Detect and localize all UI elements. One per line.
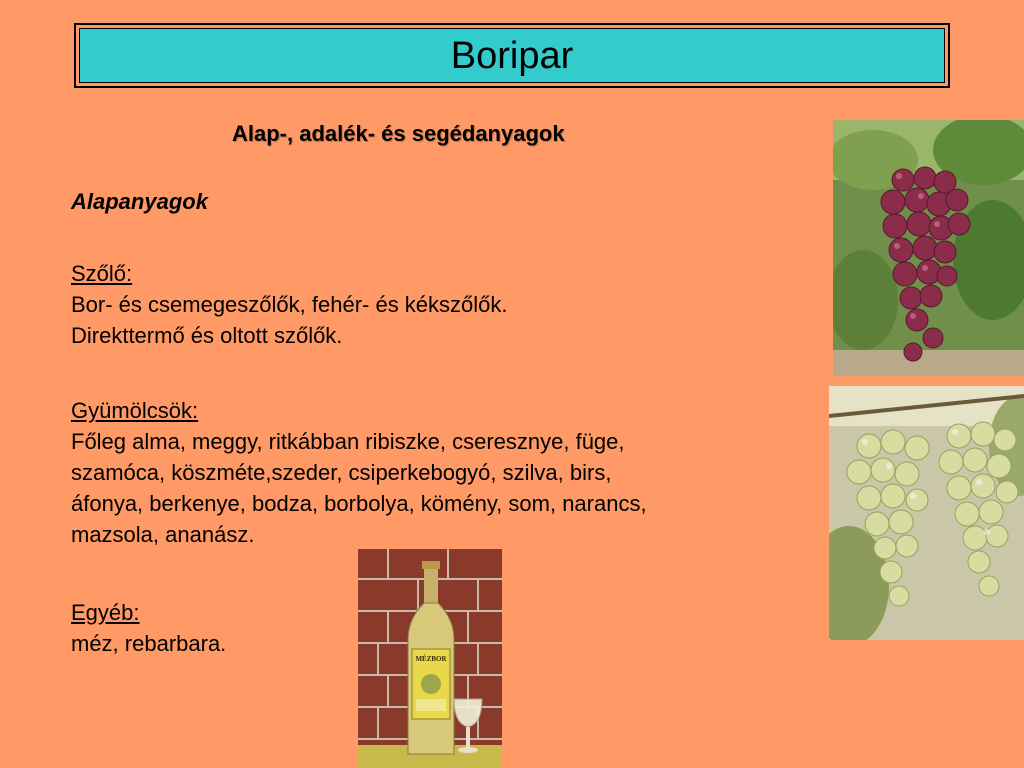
group-heading: Gyümölcsök:: [71, 398, 199, 423]
svg-text:MÉZBOR: MÉZBOR: [415, 655, 447, 663]
group-fruits: [71, 395, 647, 550]
wine-bottle-photo: [358, 549, 502, 768]
group-line: áfonya, berkenye, bodza, borbolya, kömény, som, narancs,: [71, 491, 647, 516]
slide-subtitle: Alap-, adalék- és segédanyagok: [232, 121, 565, 146]
group-line: Bor- és csemegeszőlők, fehér- és kékszőlők.: [71, 292, 508, 317]
group-line: szamóca, köszméte,szeder, csiperkebogyó, szilva, birs,: [71, 460, 612, 485]
red-grapes-photo: [833, 120, 1024, 376]
group-line: mazsola, ananász.: [71, 522, 255, 547]
page-title: Boripar: [450, 34, 574, 77]
group-line: Direkttermő és oltott szőlők.: [71, 323, 343, 348]
group-heading: Egyéb:: [71, 600, 140, 625]
white-grapes-photo: [829, 386, 1024, 640]
group-heading: Szőlő:: [71, 261, 133, 286]
group-line: méz, rebarbara.: [71, 631, 227, 656]
section-heading: Alapanyagok: [71, 189, 208, 214]
title-box: [74, 23, 950, 88]
group-grapes: [71, 258, 508, 351]
group-line: Főleg alma, meggy, ritkábban ribiszke, cseresznye, füge,: [71, 429, 625, 454]
title-banner: [79, 28, 945, 83]
group-other: [71, 597, 226, 659]
